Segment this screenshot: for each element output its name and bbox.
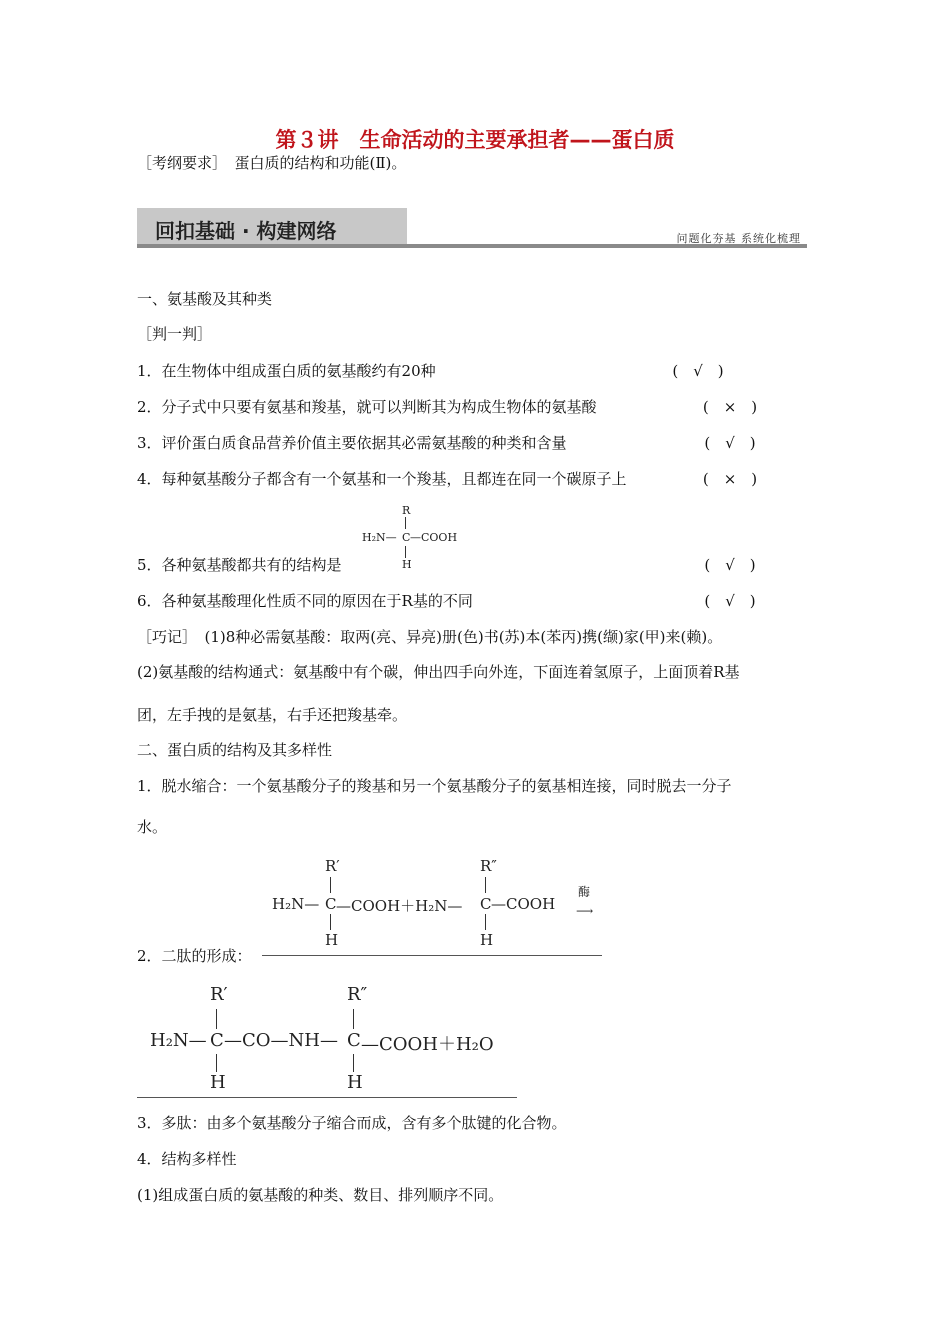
item-dehydration-a: 1．脱水缩合：一个氨基酸分子的羧基和另一个氨基酸分子的氨基相连接，同时脱去一分子 (137, 777, 732, 795)
judge-mark-5: ( √ ) (704, 556, 756, 574)
banner-subtitle: 问题化夯基 系统化梳理 (676, 232, 801, 245)
judge-label: ［判一判］ (137, 325, 213, 343)
judge-mark-6: ( √ ) (704, 592, 756, 610)
mnemonic-1: ［巧记］ (1)8种必需氨基酸：取两(亮、异亮)册(色)书(苏)本(苯丙)携(缬)家(甲)来(赖)。 (137, 628, 723, 646)
judge-mark-4: ( × ) (702, 470, 758, 488)
section2-heading: 二、蛋白质的结构及其多样性 (137, 741, 333, 759)
answer-line-2 (137, 1097, 517, 1098)
mnemonic-2b: 团，左手拽的是氨基，右手还把羧基牵。 (137, 706, 408, 724)
item-dipeptide: 2．二肽的形成： (137, 947, 252, 965)
judge-item-4: 4．每种氨基酸分子都含有一个氨基和一个羧基，且都连在同一个碳原子上 (137, 470, 627, 488)
judge-item-3: 3．评价蛋白质食品营养价值主要依据其必需氨基酸的种类和含量 (137, 434, 567, 452)
enzyme-label: 酶 (578, 885, 591, 899)
judge-item-6: 6．各种氨基酸理化性质不同的原因在于R基的不同 (137, 592, 473, 610)
section1-heading: 一、氨基酸及其种类 (137, 290, 273, 308)
item-diversity: 4．结构多样性 (137, 1150, 237, 1168)
reaction-formula: R′ H₂N— C —COOH＋H₂N— C —COOH H R″ H 酶 ⟶ (272, 857, 594, 949)
item-polypeptide: 3．多肽：由多个氨基酸分子缩合而成，含有多个肽键的化合物。 (137, 1114, 567, 1132)
section-banner (137, 208, 807, 252)
judge-mark-1: ( √ ) (672, 362, 724, 380)
page-title: 第３讲 生命活动的主要承担者——蛋白质 (275, 128, 675, 152)
syllabus-requirement: ［考纲要求］ 蛋白质的结构和功能(Ⅱ)。 (137, 154, 407, 172)
mnemonic-2a: (2)氨基酸的结构通式：氨基酸中有个碳，伸出四手向外连，下面连着氢原子，上面顶着R基 (137, 663, 740, 681)
judge-item-1: 1．在生物体中组成蛋白质的氨基酸约有20种 (137, 362, 436, 380)
answer-line (262, 955, 602, 956)
judge-mark-3: ( √ ) (704, 434, 756, 452)
judge-mark-2: ( × ) (702, 398, 758, 416)
judge-item-5: 5．各种氨基酸都共有的结构是 (137, 556, 342, 574)
arrow-icon: ⟶ (576, 904, 594, 918)
item-diversity-1: (1)组成蛋白质的氨基酸的种类、数目、排列顺序不同。 (137, 1186, 504, 1204)
banner-title: 回扣基础 · 构建网络 (155, 219, 337, 243)
item-dehydration-b: 水。 (137, 818, 168, 836)
dipeptide-formula: R′ H₂N— C —CO—NH— C —COOH＋H₂O H R″ H (150, 984, 494, 1093)
judge-item-2: 2．分子式中只要有氨基和羧基，就可以判断其为构成生物体的氨基酸 (137, 398, 597, 416)
amino-acid-formula: R H₂N— C —COOH H (362, 504, 458, 571)
